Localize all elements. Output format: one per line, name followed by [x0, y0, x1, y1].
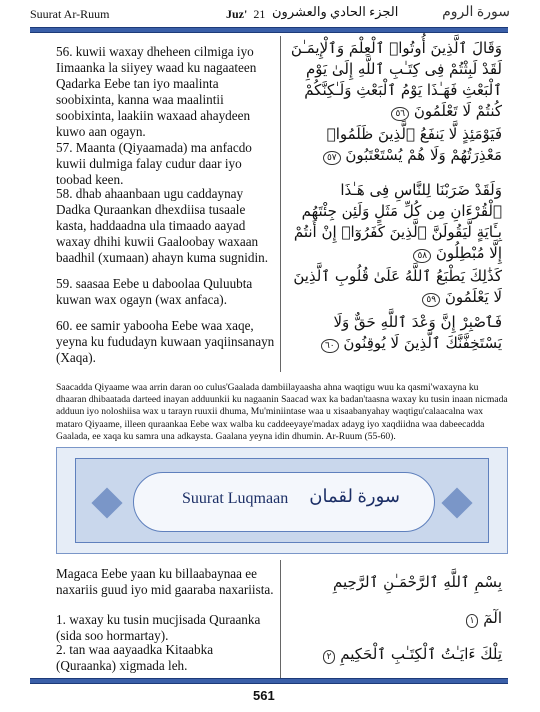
- verse-1-arabic: [290, 608, 502, 629]
- surah-title-arabic: سورة لقمان: [309, 486, 400, 506]
- verse-60-arabic-text: فَٱصْبِرْ إِنَّ وَعْدَ ٱللَّهِ حَقٌّ وَلَا يَسْتَخِفَّنَّكَ ٱلَّذِينَ لَا يُوقِنُونَ: [333, 313, 502, 352]
- verse-59-arabic: [290, 266, 502, 308]
- basmala-translation: Magaca Eebe yaan ku billaabaynaa ee naxariis guud iyo mid gaaraba naxariista.: [56, 566, 274, 597]
- page-header: [0, 0, 540, 30]
- page-number: 561: [253, 688, 275, 703]
- verse-59-arabic-text: كَذَٰلِكَ يَطْبَعُ ٱللَّهُ عَلَىٰ قُلُوبِ ٱلَّذِينَ لَا يَعْلَمُونَ: [293, 267, 502, 306]
- verse-2-arabic: [290, 644, 502, 665]
- verse-59-number: ٥٩: [422, 293, 440, 307]
- verse-2-translation: 2. tan waa aayaadka Kitaabka (Quraanka) xigmada leh.: [56, 642, 214, 673]
- column-divider-lower: [280, 560, 281, 678]
- ornament-left: [91, 487, 122, 518]
- verse-57-arabic-text: فَيَوْمَئِذٍ لَّا يَنفَعُ ٱلَّذِينَ ظَلَمُوا۟ مَعْذِرَتُهُمْ وَلَا هُمْ يُسْتَعْتَبُونَ: [326, 125, 502, 164]
- verse-60-arabic: [290, 312, 502, 354]
- surah-banner: [56, 447, 508, 554]
- header-juz: [226, 7, 265, 22]
- verse-2-arabic-text: تِلْكَ ءَايَـٰتُ ٱلْكِتَـٰبِ ٱلْحَكِيمِ: [340, 645, 502, 663]
- banner-oval: [133, 472, 435, 532]
- verse-58-translation: 58. dhab ahaanbaan ugu caddaynay Dadka Quraankan dhexdiisa tusaale kasta, haddaadna ula timaado aayad waxay dhihi kuwii Gaaloobay waxaan baadhil (xumaan) ahayn kuma sugnidin.: [56, 186, 269, 265]
- verse-60-translation: 60. ee samir yabooha Eebe waa xaqe, yeyna ku fududayn kuwaan yaqiinsanayn (Xaqa).: [56, 318, 275, 365]
- basmala-arabic: بِسْمِ ٱللَّهِ ٱلرَّحْمَـٰنِ ٱلرَّحِيمِ: [332, 573, 502, 591]
- verse-60-number: ٦٠: [321, 339, 339, 353]
- header-arabic-surah: سورة الروم: [442, 5, 510, 20]
- verse-58-arabic-text: وَلَقَدْ ضَرَبْنَا لِلنَّاسِ فِى هَـٰذَا ٱلْقُرْءَانِ مِن كُلِّ مَثَلٍ وَلَئِن جِئْتَهُم بِـَٔايَةٍ لَّيَقُولَنَّ ٱلَّذِينَ كَفَرُوٓا۟ إِنْ أَنتُمْ إِلَّا مُبْطِلُونَ: [293, 181, 502, 262]
- top-rule: [30, 27, 508, 33]
- verse-56-translation: 56. kuwii waxay dheheen cilmiga iyo Iimaanka la siiyey waad ku nagaateen Qadarka Eebe tan iyo maalinta soobixinta, kanna waa maalintii soobixinta, laakiin waxaad ahaydeen kuwo aan ogayn.: [56, 44, 257, 139]
- column-divider: [280, 36, 281, 372]
- verse-56-arabic-text: وَقَالَ ٱلَّذِينَ أُوتُوا۟ ٱلْعِلْمَ وَٱلْإِيمَـٰنَ لَقَدْ لَبِثْتُمْ فِى كِتَـٰبِ ٱللَّهِ إِلَىٰ يَوْمِ ٱلْبَعْثِ فَهَـٰذَا يَوْمُ ٱلْبَعْثِ وَلَـٰكِنَّكُمْ كُنتُمْ لَا تَعْلَمُونَ: [290, 39, 502, 120]
- verse-1-translation: 1. waxay ku tusin mucjisada Quraanka (sida soo hormartay).: [56, 612, 261, 643]
- verse-1-number: ١: [466, 614, 479, 628]
- header-surah-name: Suurat Ar-Ruum: [30, 7, 110, 21]
- header-arabic-juz: الجزء الحادي والعشرون: [272, 4, 399, 19]
- juz-number: 21: [253, 7, 266, 21]
- verse-56-number: ٥٦: [391, 107, 409, 121]
- bottom-rule: [30, 678, 508, 684]
- verse-56-arabic: [290, 38, 502, 122]
- verse-2-number: ٢: [323, 650, 336, 664]
- juz-label: Juz': [226, 7, 248, 21]
- verse-59-translation: 59. saasaa Eebe u daboolaa Quluubta kuwan wax ogayn (wax anfaca).: [56, 276, 253, 307]
- verse-57-translation: 57. Maanta (Qiyaamada) ma anfacdo kuwii dulmiga falay cudur daar iyo toobad keen.: [56, 140, 252, 187]
- verse-58-arabic: [290, 180, 502, 264]
- verse-57-number: ٥٧: [323, 151, 341, 165]
- ornament-right: [441, 487, 472, 518]
- verse-57-arabic: [290, 124, 502, 166]
- commentary-note: Saacadda Qiyaame waa arrin daran oo culus'Gaalada dambiilayaasha ahna waqtigu wuu ka qasmi'waxayna ku dhaaran dhibaatada darteed inayan adduunkii ku nagaanin Saacad wax ka badan'taasna waxay ku tusin inaan nicmada adduun iyo noloshiisa wax u tarayn ruuxii dhuma, Mu'miniintase waa u xisaabanyahay waqtigu'calaacalna wax mataro Qiyaame, illeen quraankaa Eebe wax walba ku caddeeyaye'madax adayg iyo xaqdiidna waa dabeecadda Gaalada, ee xaqa ku samra una adkaysta. Gaalana yeyna idin dhumin. Ar-Ruum (55-60).: [56, 382, 508, 442]
- verse-1-arabic-text: الٓمٓ: [483, 609, 502, 627]
- surah-title: Suurat Luqmaan: [182, 490, 289, 507]
- verse-58-number: ٥٨: [413, 249, 431, 263]
